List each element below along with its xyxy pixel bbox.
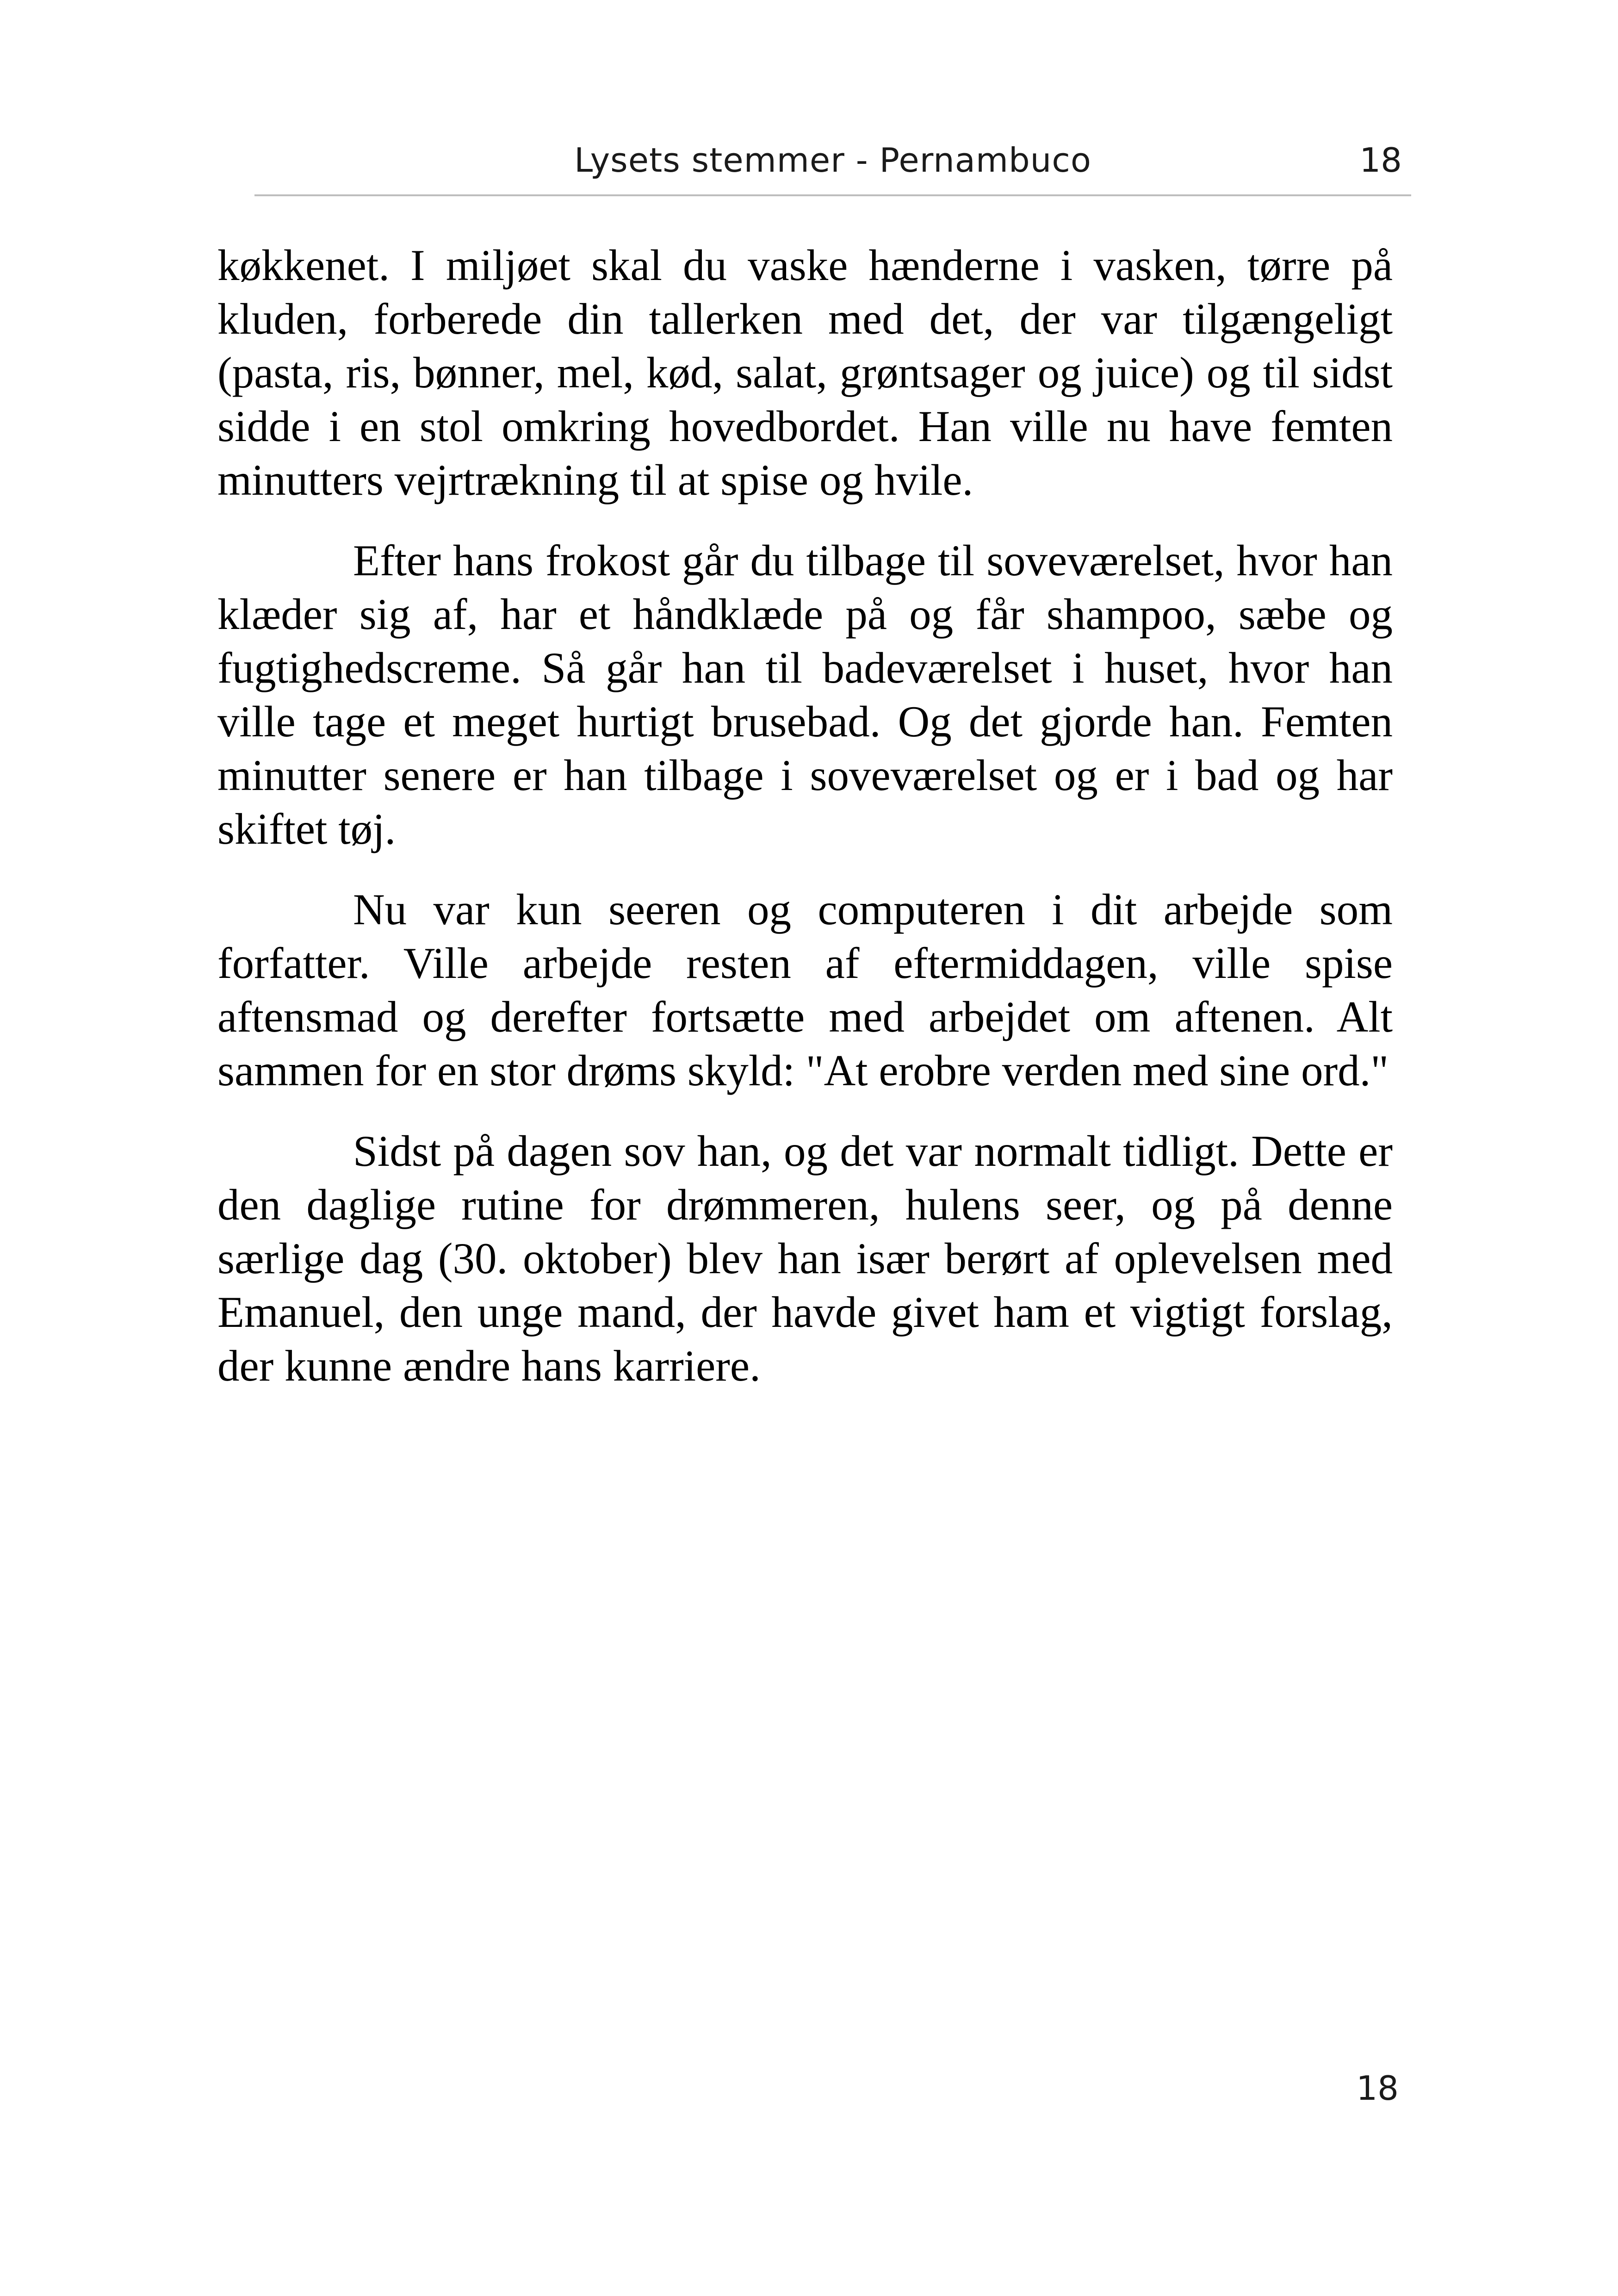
paragraph-2: Efter hans frokost går du tilbage til soveværelset, hvor han klæder sig af, har et håndklæde på og får shampoo, sæbe og fugtighedscreme. Så går han til badeværelset i huset, hvor han ville tage et meget hurtigt brusebad. Og det gjorde han. Femten minutter senere er han tilbage i soveværelset og er i bad og har skiftet tøj. xyxy=(217,536,1393,853)
paragraph-3: Nu var kun seeren og computeren i dit arbejde som forfatter. Ville arbejde resten af eftermiddagen, ville spise aftensmad og derefter fortsætte med arbejdet om aftenen. Alt sammen for en stor drøms skyld: "At erobre verden med sine ord." xyxy=(217,885,1393,1095)
paragraph-4: Sidst på dagen sov han, og det var normalt tidligt. Dette er den daglige rutine for drømmeren, hulens seer, og på denne særlige dag (30. oktober) blev han især berørt af oplevelsen med Emanuel, den unge mand, der havde givet ham et vigtigt forslag, der kunne ændre hans karriere. xyxy=(217,1126,1393,1390)
header-page-number: 18 xyxy=(1359,141,1402,180)
paragraph-1: køkkenet. I miljøet skal du vaske hænderne i vasken, tørre på kluden, forberede din tallerken med det, der var tilgængeligt (pasta, ris, bønner, mel, kød, salat, grøntsager og juice) og til sidst sidde i en stol omkring hovedbordet. Han ville nu have femten minutters vejrtrækning til at spise og hvile. xyxy=(217,241,1393,504)
footer-page-number: 18 xyxy=(1356,2069,1399,2108)
header-title: Lysets stemmer - Pernambuco xyxy=(574,141,1091,180)
running-header xyxy=(254,134,1411,196)
body-text xyxy=(217,238,1393,1419)
